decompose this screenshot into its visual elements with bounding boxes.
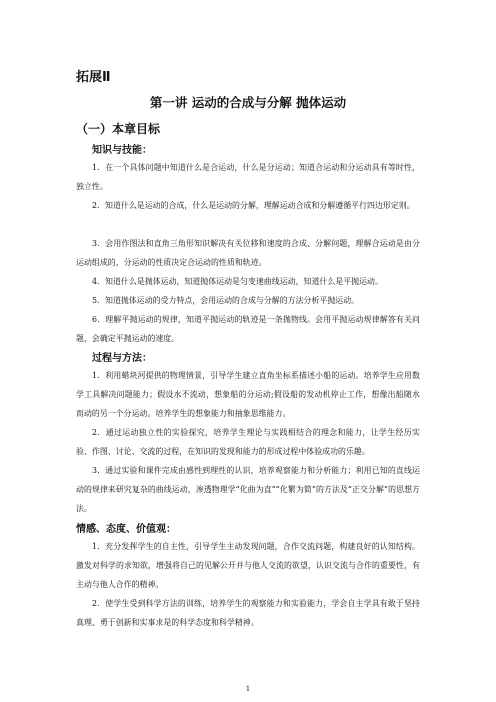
attitude-item-2: 2．使学生受到科学方法的训练，培养学生的观察能力和实验能力，学会自主学具有敢于坚持真理、勇于创新和实事求是的科学态度和科学精神。 (76, 599, 420, 627)
knowledge-heading: 知识与技能： (92, 145, 152, 156)
section-heading: （一）本章目标 (76, 122, 161, 136)
knowledge-item-4: 4．知道什么是抛体运动，知道抛体运动是匀变速曲线运动，知道什么是平抛运动。 (92, 277, 383, 286)
lecture-title: 第一讲 运动的合成与分解 抛体运动 (149, 95, 347, 110)
process-heading: 过程与方法： (92, 353, 152, 364)
process-item-3: 3．通过实验和课件完成由感性到理性的认识，培养观察能力和分析能力；利用已知的直线运动的规律来研究复杂的曲线运动，渗透物理学“化曲为直”“化繁为简”的方法及“正交分解”的思想方法。 (76, 466, 420, 513)
knowledge-item-3: 3．会用作图法和直角三角形知识解决有关位移和速度的合成、分解问题，理解合运动是由分运动组成的，分运动的性质决定合运动的性质和轨迹。 (76, 239, 420, 267)
knowledge-item-1: 1．在一个具体问题中知道什么是合运动，什么是分运动；知道合运动和分运动具有等时性，独立性。 (76, 163, 420, 191)
document-label: 拓展Ⅱ (76, 70, 111, 85)
process-item-2: 2．通过运动独立性的实验探究，培养学生理论与实践相结合的理念和能力，让学生经历实验、作图、讨论、交流的过程，在知识的发现和能力的形成过程中体验成功的乐趣。 (76, 428, 420, 456)
knowledge-item-2: 2．知道什么是运动的合成，什么是运动的分解，理解运动合成和分解遵循平行四边形定则。 (92, 201, 415, 210)
knowledge-item-6: 6．理解平抛运动的规律，知道平抛运动的轨迹是一条抛物线。会用平抛运动规律解答有关问题，会确定平抛运动的速度。 (76, 315, 420, 343)
knowledge-item-5: 5．知道抛体运动的受力特点，会用运动的合成与分解的方法分析平抛运动。 (92, 296, 360, 305)
attitude-heading: 情感、态度、价值观： (76, 524, 176, 535)
attitude-item-1: 1．充分发挥学生的自主性，引导学生主动发现问题，合作交流问题，构建良好的认知结构。激发对科学的求知欲，增强将自己的见解公开并与他人交流的欲望，认识交流与合作的重要性，有主动与他人合作的精神。 (76, 542, 420, 589)
page-number: 1 (245, 685, 251, 693)
process-item-1: 1．利用蜡块河提供的物理情景，引导学生建立直角坐标系描述小船的运动。培养学生应用数学工具解决问题能力；假设水不流动，想象船的分运动;假设船的发动机停止工作，想像出船随水而动的另一个分运动。培养学生的想象能力和抽象思维能力。 (76, 371, 420, 418)
